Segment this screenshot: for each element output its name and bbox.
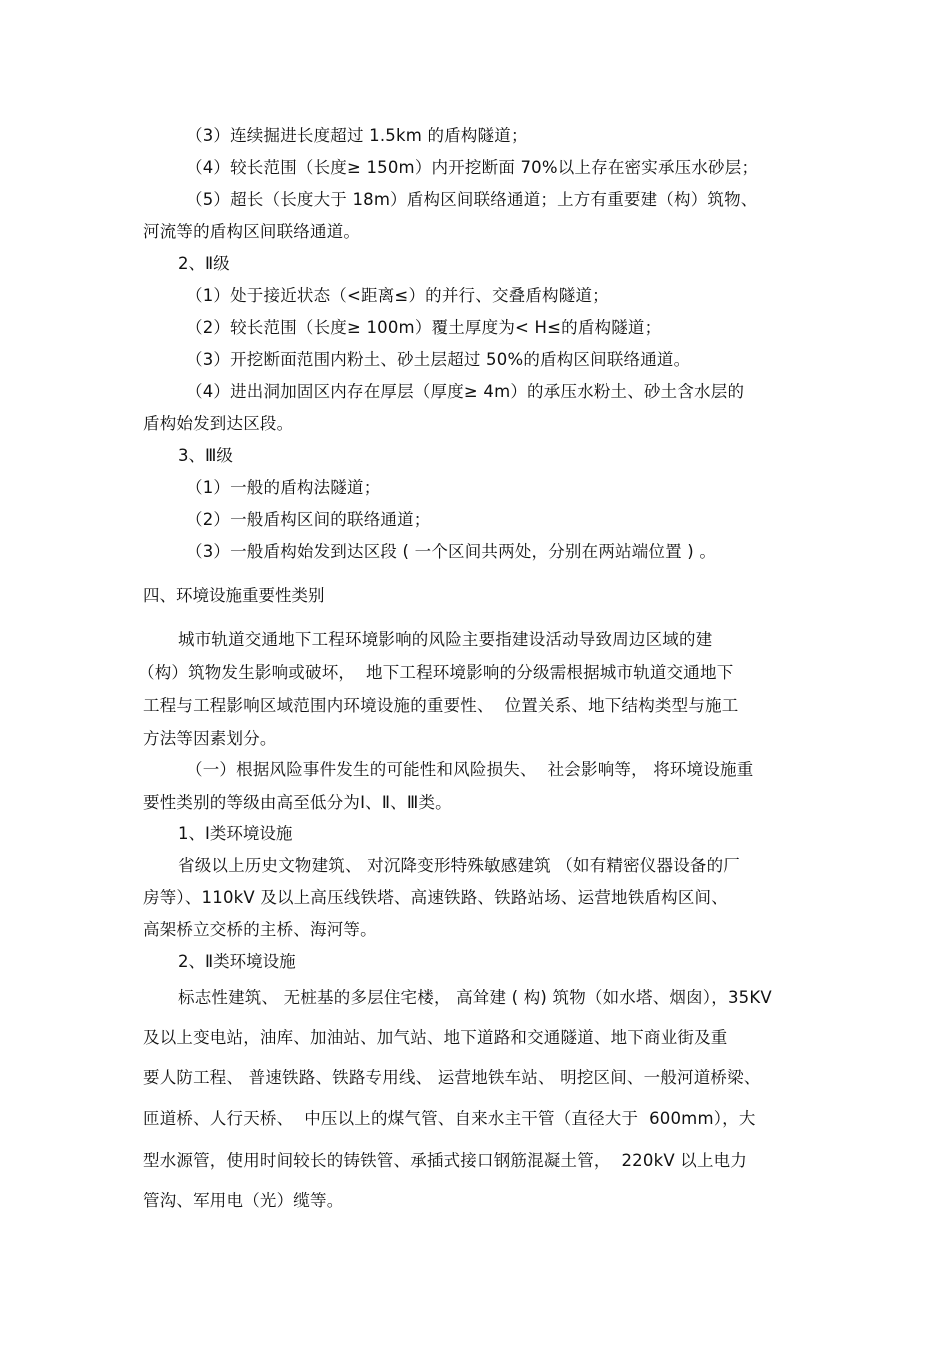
text-line: （2）较长范围（长度≥ 100m）覆土厚度为< H≤的盾构隧道； xyxy=(186,318,662,337)
text-line: （3）连续掘进长度超过 1.5km 的盾构隧道； xyxy=(186,126,528,145)
text-line: 工程与工程影响区域范围内环境设施的重要性、 位置关系、地下结构类型与施工 xyxy=(143,696,739,715)
text-line: 省级以上历史文物建筑、 对沉降变形特殊敏感建筑 （如有精密仪器设备的厂 xyxy=(178,856,740,875)
text-line: 房等）、110kV 及以上高压线铁塔、高速铁路、铁路站场、运营地铁盾构区间、 xyxy=(143,888,728,907)
section-heading: 3、Ⅲ级 xyxy=(178,446,233,465)
text-line: 要人防工程、 普速铁路、铁路专用线、 运营地铁车站、 明挖区间、一般河道桥梁、 xyxy=(143,1068,761,1087)
text-line: 高架桥立交桥的主桥、海河等。 xyxy=(143,920,377,939)
text-line: 方法等因素划分。 xyxy=(143,729,277,748)
text-line: 管沟、军用电（光）缆等。 xyxy=(143,1191,344,1210)
text-line: 标志性建筑、 无桩基的多层住宅楼， 高耸建 ( 构) 筑物（如水塔、烟囱），35KV xyxy=(178,988,772,1007)
text-line: 匝道桥、人行天桥、 中压以上的煤气管、自来水主干管（直径大于 600mm），大 xyxy=(143,1109,756,1128)
section-heading: 1、Ⅰ类环境设施 xyxy=(178,824,293,843)
text-line: 及以上变电站，油库、加油站、加气站、地下道路和交通隧道、地下商业街及重 xyxy=(143,1028,728,1047)
text-line: 河流等的盾构区间联络通道。 xyxy=(143,222,361,241)
text-line: （构）筑物发生影响或破坏， 地下工程环境影响的分级需根据城市轨道交通地下 xyxy=(138,663,734,682)
text-line: （2）一般盾构区间的联络通道； xyxy=(186,510,431,529)
text-line: 城市轨道交通地下工程环境影响的风险主要指建设活动导致周边区域的建 xyxy=(178,630,713,649)
text-line: （一）根据风险事件发生的可能性和风险损失、 社会影响等， 将环境设施重 xyxy=(186,760,754,779)
text-line: （1）一般的盾构法隧道； xyxy=(186,478,381,497)
text-line: （4）较长范围（长度≥ 150m）内开挖断面 70%以上存在密实承压水砂层； xyxy=(186,158,759,177)
text-line: 盾构始发到达区段。 xyxy=(143,414,294,433)
text-line: 型水源管，使用时间较长的铸铁管、承插式接口钢筋混凝土管， 220kV 以上电力 xyxy=(143,1151,748,1170)
section-heading: 2、Ⅱ类环境设施 xyxy=(178,952,296,971)
text-line: （4）进出洞加固区内存在厚层（厚度≥ 4m）的承压水粉土、砂土含水层的 xyxy=(186,382,745,401)
text-line: （1）处于接近状态（<距离≤）的并行、交叠盾构隧道； xyxy=(186,286,609,305)
text-line: 要性类别的等级由高至低分为Ⅰ、Ⅱ、Ⅲ类。 xyxy=(143,793,452,812)
text-line: （5）超长（长度大于 18m）盾构区间联络通道；上方有重要建（构）筑物、 xyxy=(186,190,758,209)
section-heading: 2、Ⅱ级 xyxy=(178,254,230,273)
text-line: （3）开挖断面范围内粉土、砂土层超过 50%的盾构区间联络通道。 xyxy=(186,350,691,369)
section-heading: 四、环境设施重要性类别 xyxy=(143,586,325,605)
text-line: （3）一般盾构始发到达区段 ( 一个区间共两处，分别在两站端位置 ) 。 xyxy=(186,542,717,561)
